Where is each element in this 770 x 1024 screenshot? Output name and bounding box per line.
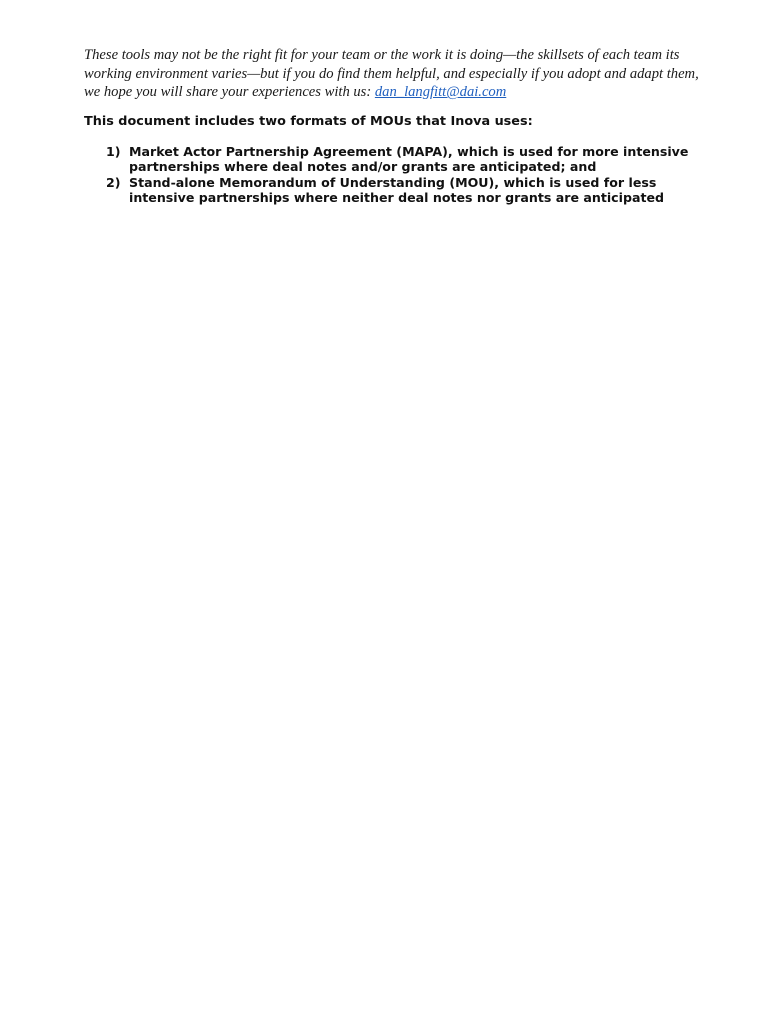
list-item xyxy=(84,175,724,206)
section-heading: This document includes two formats of MOUs that Inova uses: xyxy=(84,114,533,129)
contact-email-link[interactable]: dan_langfitt@dai.com xyxy=(374,84,507,101)
list-item-number: 2) xyxy=(106,174,121,190)
list-item xyxy=(84,144,724,175)
list-item-text: Stand-alone Memorandum of Understanding (MOU), which is used for less intensive partnerships where neither deal notes nor grants are anticipated xyxy=(129,174,665,206)
list-item-text: Market Actor Partnership Agreement (MAPA), which is used for more intensive partnerships where deal notes and/or grants are anticipated; and xyxy=(129,144,689,175)
list-item-number: 1) xyxy=(106,144,121,159)
intro-paragraph xyxy=(84,46,706,102)
intro-text: These tools may not be the right fit for your team or the work it is doing—the skillsets of each team its working environment varies—but if you do find them helpful, and especially if you adopt and adapt them, we hope you will share your experiences with us: xyxy=(84,47,699,101)
mou-formats-list xyxy=(84,144,724,206)
